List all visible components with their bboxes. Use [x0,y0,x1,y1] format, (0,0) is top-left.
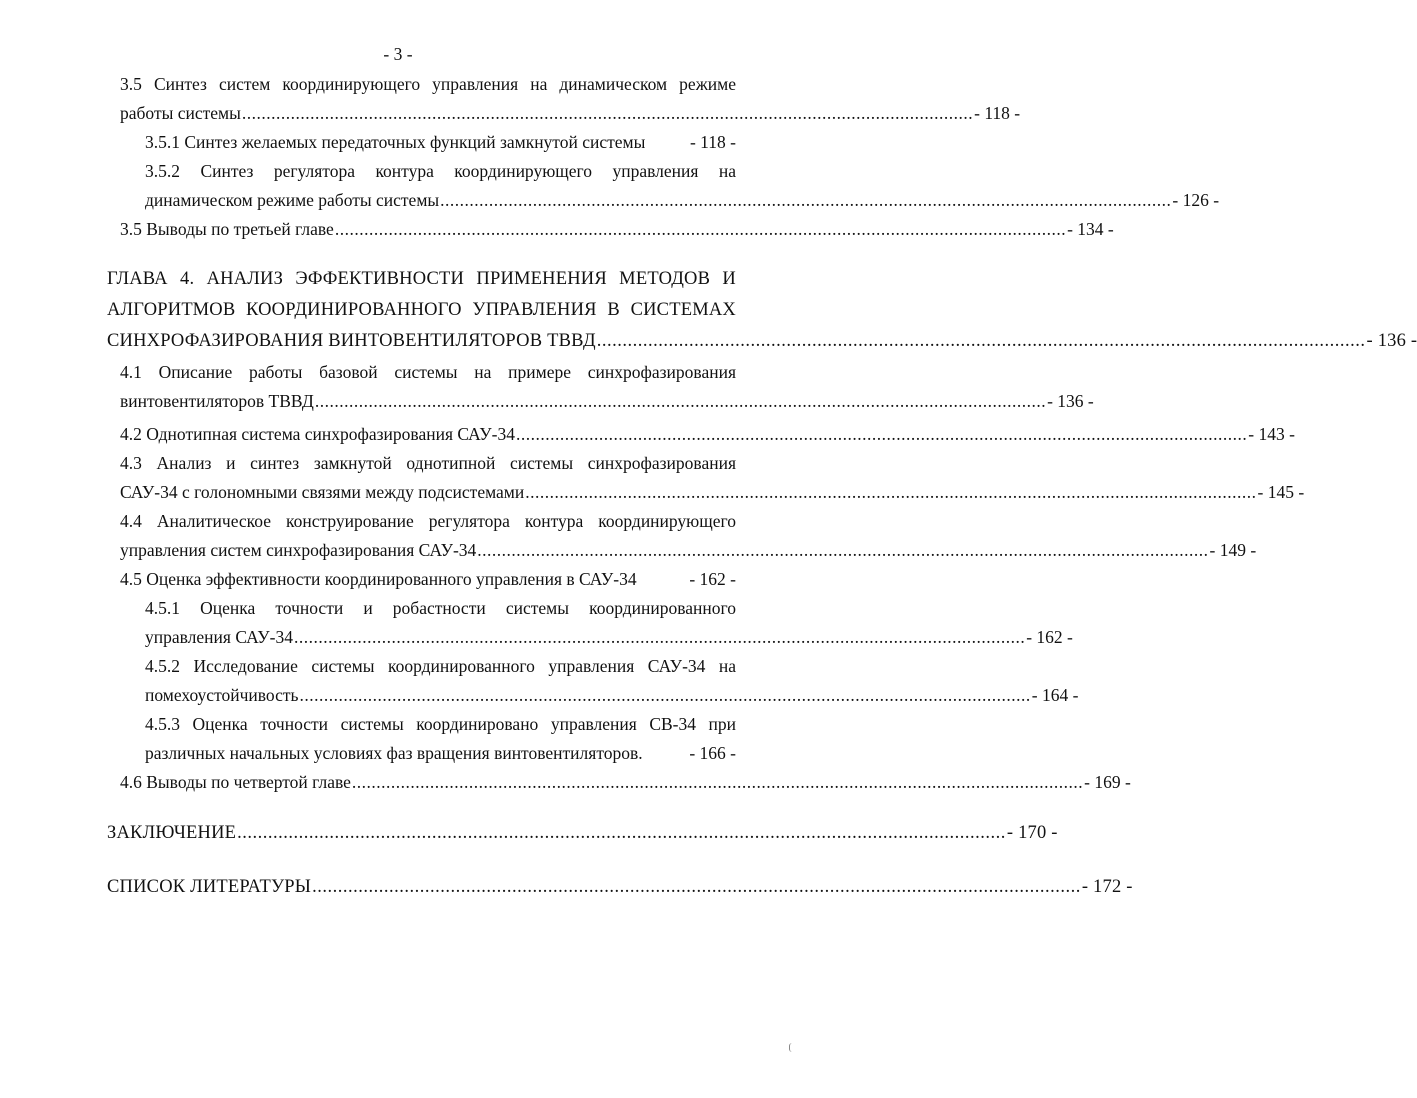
toc-entry-4-5 [0,568,796,590]
leader-dots: ...................................................................................................................................................... [525,482,1257,502]
toc-entry-4-4-line2 [0,539,1257,561]
toc-page-number: - 145 - [1257,482,1305,502]
toc-page-number: - 170 - [1006,823,1058,843]
toc-page-number: - 164 - [1031,685,1079,705]
toc-page-number: - 136 - [1047,391,1094,411]
toc-text: управления систем синхрофазирования САУ-34 [120,540,477,560]
toc-text: работы системы [120,103,241,123]
leader-dots: ...................................................................................................................................................... [351,772,1084,792]
toc-page-number: - 162 - [689,569,736,589]
leader-dots: ...................................................................................................................................................... [314,391,1047,411]
toc-entry-4-2 [0,423,1295,445]
toc-text: 4.5.1 Оценка точности и робастности системы координированного [145,598,736,618]
toc-page-number: - 118 - [689,132,736,152]
leader-dots: ...................................................................................................................................................... [293,627,1026,647]
leader-dots: ...................................................................................................................................................... [312,877,1081,897]
toc-text: ЗАКЛЮЧЕНИЕ [107,823,237,843]
leader-dots: ...................................................................................................................................................... [334,219,1067,239]
toc-text: 3.5.2 Синтез регулятора контура координирующего управления на [145,161,736,181]
toc-entry-3-5-line2 [0,102,1021,124]
toc-entry-4-5-1-line2 [0,626,1073,648]
toc-text: управления САУ-34 [145,627,293,647]
leader-dots: ...................................................................................................................................................... [440,190,1172,210]
toc-entry-4-5-2-line2 [0,684,1079,706]
toc-text: помехоустойчивость [145,685,299,705]
toc-text: 4.2 Однотипная система синхрофазирования САУ-34 [120,424,515,444]
toc-text: 4.6 Выводы по четвертой главе [120,772,351,792]
toc-text: 4.1 Описание работы базовой системы на примере синхрофазирования [120,362,736,382]
leader-dots: ...................................................................................................................................................... [299,685,1031,705]
toc-page-number: - 162 - [1026,627,1073,647]
chapter-title: АЛГОРИТМОВ КООРДИНИРОВАННОГО УПРАВЛЕНИЯ В СИСТЕМАХ [107,300,736,320]
toc-text: САУ-34 с голономными связями между подсистемами [120,482,525,502]
toc-text: 4.5.2 Исследование системы координированного управления САУ-34 на [145,656,736,676]
leader-dots: ...................................................................................................................................................... [596,331,1366,351]
toc-text: динамическом режиме работы системы [145,190,440,210]
toc-entry-4-5-1-line1 [0,597,796,619]
toc-entry-4-3-line2 [0,481,1305,503]
toc-page-number: - 118 - [974,103,1021,123]
toc-text: 3.5.1 Синтез желаемых передаточных функций замкнутой системы [145,132,646,152]
toc-entry-3-5-2-line1 [0,160,796,182]
scan-edge-mark [789,1043,793,1052]
leader-dots: ...................................................................................................................................................... [477,540,1209,560]
toc-page-number: - 169 - [1084,772,1131,792]
toc-entry-3-5-line1 [0,73,796,95]
toc-text: СПИСОК ЛИТЕРАТУРЫ [107,877,312,897]
toc-entry-4-5-2-line1 [0,655,796,677]
toc-page-number: - 172 - [1081,877,1133,897]
toc-text: 4.5 Оценка эффективности координированного управления в САУ-34 [120,569,637,589]
toc-entry-4-1-line1 [0,361,796,383]
toc-text: различных начальных условиях фаз вращения винтовентиляторов. [145,743,643,763]
toc-entry-conclusion [0,822,1058,844]
chapter-4-title-line1 [0,268,796,290]
toc-text: 3.5 Выводы по третьей главе [120,219,334,239]
toc-text: 4.5.3 Оценка точности системы координировано управления СВ-34 при [145,714,736,734]
toc-text: 3.5 Синтез систем координирующего управления на динамическом режиме [120,74,736,94]
chapter-title: ГЛАВА 4. АНАЛИЗ ЭФФЕКТИВНОСТИ ПРИМЕНЕНИЯ МЕТОДОВ И [107,269,736,289]
leader-dots: ...................................................................................................................................................... [241,103,974,123]
toc-page-number: - 126 - [1172,190,1220,210]
chapter-title: СИНХРОФАЗИРОВАНИЯ ВИНТОВЕНТИЛЯТОРОВ ТВВД [107,331,596,351]
toc-text: 4.3 Анализ и синтез замкнутой однотипной системы синхрофазирования [120,453,736,473]
page-number: - 3 - [383,44,413,64]
toc-text: винтовентиляторов ТВВД [120,391,314,411]
toc-page-number: - 143 - [1248,424,1295,444]
toc-page-number: - 149 - [1209,540,1257,560]
toc-entry-3-5-conclusions [0,218,1114,240]
chapter-4-title-line2 [0,299,796,321]
toc-entry-4-1-line2 [0,390,1094,412]
leader-dots: ...................................................................................................................................................... [516,424,1248,444]
toc-page-number: - 134 - [1067,219,1114,239]
toc-entry-4-3-line1 [0,452,796,474]
toc-entry-3-5-1 [0,131,796,153]
toc-entry-references [0,876,1133,898]
toc-page-number: - 166 - [689,743,736,763]
leader-dots: ...................................................................................................................................................... [237,823,1006,843]
toc-entry-3-5-2-line2 [0,189,1220,211]
toc-entry-4-6 [0,771,1131,793]
toc-entry-4-5-3-line2 [0,742,796,764]
toc-page-number: - 136 - [1366,331,1417,351]
chapter-4-title-line3 [0,330,1417,352]
toc-entry-4-4-line1 [0,510,796,532]
toc-text: 4.4 Аналитическое конструирование регулятора контура координирующего [120,511,736,531]
toc-entry-4-5-3-line1 [0,713,796,735]
